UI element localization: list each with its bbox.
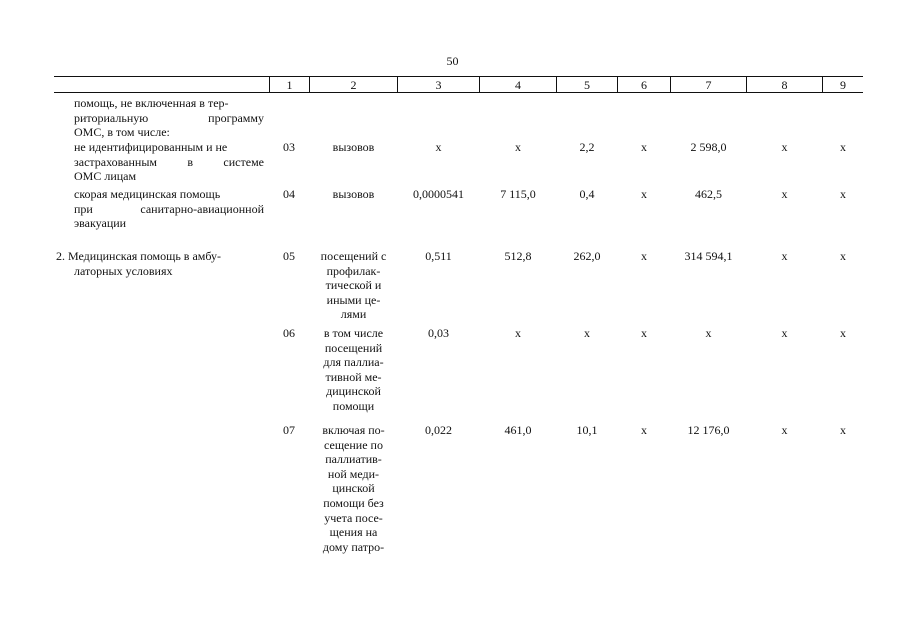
row-2-code: 04 <box>283 187 295 201</box>
row-4-col5: x <box>584 326 590 340</box>
desc-word: системе <box>223 154 264 169</box>
desc-line: ОМС, в том числе: <box>74 125 170 140</box>
unit-line: дицинской <box>326 384 381 399</box>
desc-line-justified <box>74 155 264 170</box>
unit-line: посещений с <box>320 249 387 263</box>
unit-line: цинской <box>332 481 375 496</box>
unit-line: дому патро- <box>322 539 385 554</box>
row-4-code: 06 <box>283 326 295 340</box>
row-4-col6: x <box>641 326 647 340</box>
desc-word: застрахованным <box>74 154 157 169</box>
row-1-col3: x <box>435 140 442 154</box>
row-1-code: 03 <box>283 140 295 154</box>
unit-line: иными це- <box>326 292 381 307</box>
row-3-code: 05 <box>283 249 295 263</box>
row-2-description <box>74 187 264 231</box>
row-4-col9: x <box>840 326 846 340</box>
row-2-col9: x <box>840 187 846 201</box>
row-1-col9: x <box>840 140 846 154</box>
unit-line: сещение по <box>324 437 383 452</box>
row-3-col5: 262,0 <box>573 249 601 263</box>
row-3-col9: x <box>840 249 846 263</box>
column-header-3: 3 <box>435 78 442 92</box>
row-1-col7: 2 598,0 <box>690 140 727 154</box>
unit-line: лями <box>340 307 367 322</box>
column-header-7: 7 <box>705 78 712 92</box>
column-header-1: 1 <box>286 78 293 92</box>
desc-line: скорая медицинская помощь <box>74 187 221 201</box>
row-4-unit <box>310 326 397 414</box>
row-2-unit: вызовов <box>332 187 375 201</box>
row-5-unit <box>310 423 397 554</box>
desc-word: риториальную <box>74 110 149 125</box>
unit-line: помощи <box>332 398 375 413</box>
row-5-col7: 12 176,0 <box>687 423 730 437</box>
row-3-description <box>56 249 264 278</box>
row-1-col4: x <box>515 140 521 154</box>
unit-line: профилак- <box>326 263 381 278</box>
unit-line: в том числе <box>323 326 384 340</box>
row-5-col4: 461,0 <box>504 423 532 437</box>
desc-word: при <box>74 201 93 216</box>
row-5-code: 07 <box>283 423 295 437</box>
desc-line: 2. Медицинская помощь в амбу- <box>56 249 222 263</box>
unit-line: учета посе- <box>324 510 383 525</box>
column-header-2: 2 <box>350 78 357 92</box>
desc-line-justified <box>74 111 264 126</box>
row-5-col5: 10,1 <box>576 423 598 437</box>
row-1-col6: x <box>641 140 647 154</box>
row-2-col8: x <box>781 187 788 201</box>
unit-line: ной меди- <box>327 466 380 481</box>
row-4-col8: x <box>781 326 788 340</box>
desc-line: не идентифицированным и не <box>74 140 228 154</box>
column-header-9: 9 <box>840 78 846 92</box>
row-2-col5: 0,4 <box>579 187 595 201</box>
column-header-8: 8 <box>781 78 788 92</box>
row-1-unit: вызовов <box>332 140 375 154</box>
unit-line: тивной ме- <box>325 369 382 384</box>
row-3-col3: 0,511 <box>425 249 452 263</box>
row-4-col4: x <box>515 326 521 340</box>
row-1-col8: x <box>781 140 788 154</box>
row-3-unit <box>310 249 397 322</box>
row-5-col3: 0,022 <box>425 423 452 437</box>
row-5-col8: x <box>781 423 788 437</box>
unit-line: включая по- <box>322 423 385 437</box>
row-4-col3: 0,03 <box>428 326 449 340</box>
row-2-col4: 7 115,0 <box>500 187 536 201</box>
desc-line: эвакуации <box>74 216 127 231</box>
column-header-4: 4 <box>515 78 521 92</box>
header-top-rule <box>54 76 863 77</box>
column-header-6: 6 <box>641 78 647 92</box>
unit-line: щения на <box>329 525 378 540</box>
desc-line: помощь, не включенная в тер- <box>74 96 229 110</box>
desc-word: санитарно-авиационной <box>140 201 264 216</box>
desc-word: программу <box>208 110 264 125</box>
unit-line: посещений <box>324 340 383 355</box>
row-3-col4: 512,8 <box>504 249 532 263</box>
row-1-description <box>74 140 264 184</box>
row-5-col6: x <box>641 423 647 437</box>
desc-word: в <box>187 154 194 169</box>
row-3-col7: 314 594,1 <box>684 249 733 263</box>
page-number: 50 <box>446 54 459 68</box>
unit-line: паллиатив- <box>325 452 382 467</box>
column-header-5: 5 <box>584 78 590 92</box>
desc-line-justified <box>74 202 264 217</box>
desc-line: латорных условиях <box>74 263 173 278</box>
unit-line: тической и <box>325 278 382 293</box>
row-2-col6: x <box>641 187 647 201</box>
row-3-col6: x <box>641 249 647 263</box>
unit-line: для паллиа- <box>323 355 384 370</box>
row-2-col7: 462,5 <box>695 187 722 201</box>
row-1-col5: 2,2 <box>579 140 595 154</box>
desc-line: ОМС лицам <box>74 169 137 184</box>
unit-line: помощи без <box>323 495 384 510</box>
row-5-col9: x <box>840 423 846 437</box>
header-bottom-rule <box>54 92 863 93</box>
row-0-description <box>74 96 264 140</box>
row-2-col3: 0,0000541 <box>413 187 464 201</box>
row-3-col8: x <box>781 249 788 263</box>
row-4-col7: x <box>705 326 712 340</box>
